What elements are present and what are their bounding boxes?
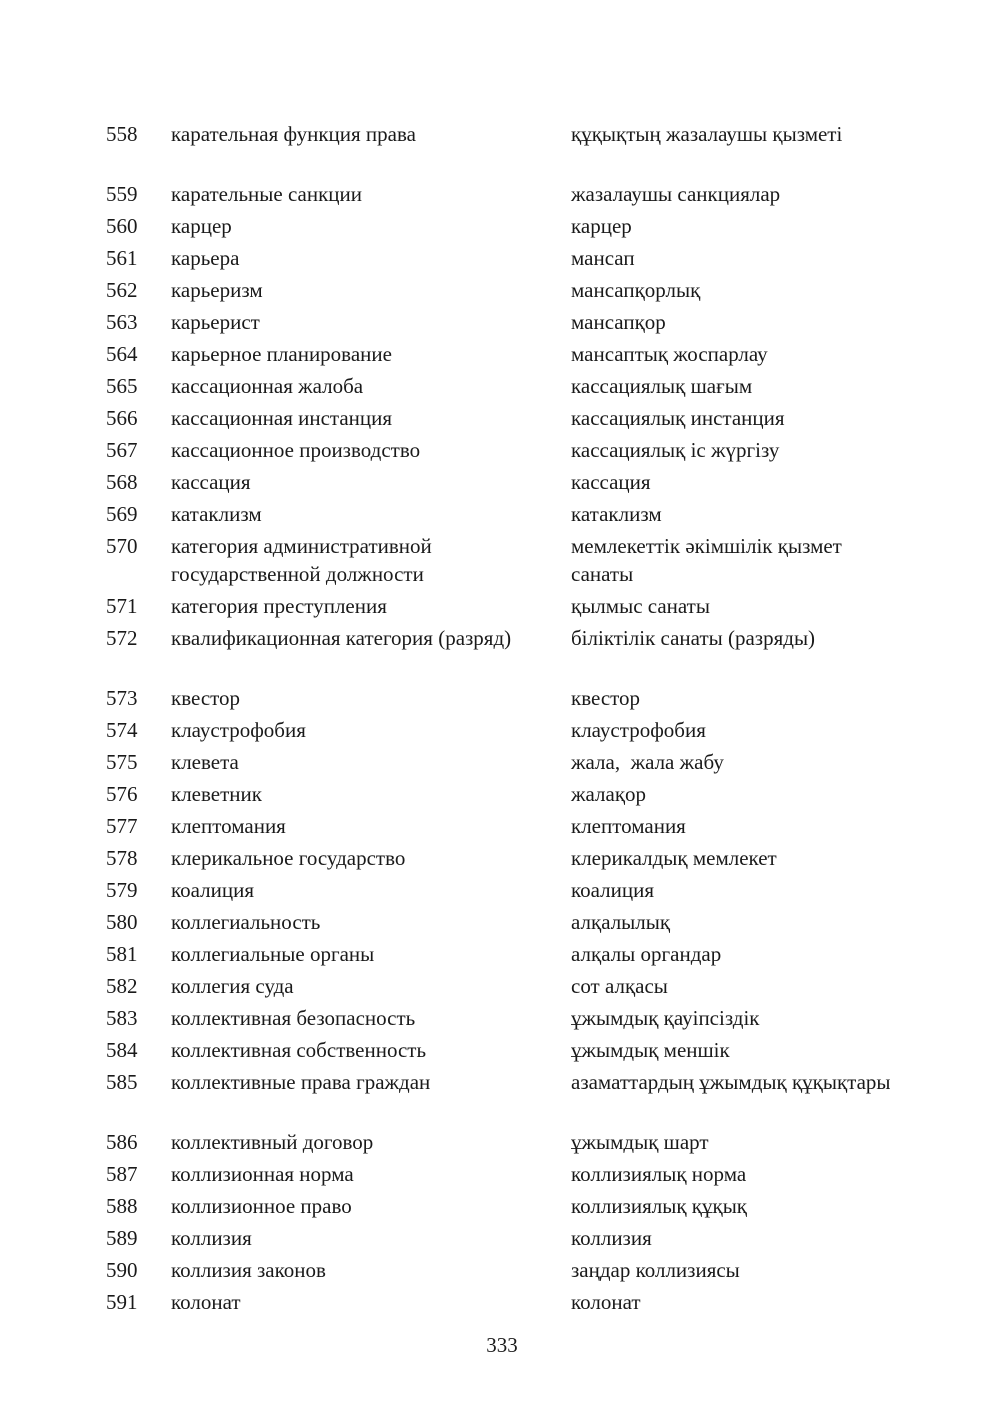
entry-number: 561	[106, 246, 138, 270]
russian-term: карательная функция права	[171, 122, 416, 146]
russian-term: карательные санкции	[171, 182, 363, 206]
entry-number: 563	[106, 310, 138, 334]
kazakh-term: клептомания	[571, 814, 686, 838]
entry-number: 577	[106, 814, 138, 838]
glossary-row	[0, 1254, 1004, 1286]
glossary-row	[0, 1034, 1004, 1066]
entry-number: 586	[106, 1130, 138, 1154]
russian-term: кассация	[171, 470, 251, 494]
kazakh-term: коллизиялық құқық	[571, 1194, 748, 1218]
entry-number: 568	[106, 470, 138, 494]
glossary-row	[0, 874, 1004, 906]
entry-number: 572	[106, 626, 138, 650]
kazakh-term: мансапқорлық	[571, 278, 701, 302]
russian-term: коллегия суда	[171, 974, 294, 998]
entry-number: 565	[106, 374, 138, 398]
kazakh-term: клерикалдық мемлекет	[571, 846, 777, 870]
glossary-row	[0, 178, 1004, 210]
glossary-row	[0, 1002, 1004, 1034]
entry-number: 587	[106, 1162, 138, 1186]
russian-term: коллизионное право	[171, 1194, 352, 1218]
entry-number: 575	[106, 750, 138, 774]
russian-term: клерикальное государство	[171, 846, 406, 870]
glossary-row	[0, 402, 1004, 434]
glossary-row	[0, 714, 1004, 746]
russian-term: клевета	[171, 750, 239, 774]
kazakh-term: кассациялық шағым	[571, 374, 753, 398]
kazakh-term: мемлекеттік әкімшілік қызмет санаты	[571, 534, 842, 586]
glossary-row	[0, 530, 1004, 590]
glossary-row	[0, 242, 1004, 274]
kazakh-term: жазалаушы санкциялар	[571, 182, 781, 206]
kazakh-term: мансап	[571, 246, 635, 270]
entry-number: 590	[106, 1258, 138, 1282]
russian-term: коллегиальность	[171, 910, 321, 934]
entry-number: 566	[106, 406, 138, 430]
kazakh-term: мансаптық жоспарлау	[571, 342, 768, 366]
entry-number: 581	[106, 942, 138, 966]
glossary-row	[0, 810, 1004, 842]
russian-term: коллективные права граждан	[171, 1070, 431, 1094]
glossary-row	[0, 590, 1004, 622]
russian-term: кассационная жалоба	[171, 374, 364, 398]
russian-term: коллективная безопасность	[171, 1006, 416, 1030]
entry-number: 579	[106, 878, 138, 902]
entry-number: 591	[106, 1290, 138, 1314]
entry-number: 564	[106, 342, 138, 366]
russian-term: карьеризм	[171, 278, 263, 302]
russian-term: коллективная собственность	[171, 1038, 427, 1062]
russian-term: карцер	[171, 214, 232, 238]
glossary-row	[0, 274, 1004, 306]
kazakh-term: ұжымдық меншік	[571, 1038, 730, 1062]
kazakh-term: колонат	[571, 1290, 641, 1314]
kazakh-term: ұжымдық қауіпсіздік	[571, 1006, 760, 1030]
entry-number: 567	[106, 438, 138, 462]
glossary-row	[0, 466, 1004, 498]
russian-term: клаустрофобия	[171, 718, 306, 742]
glossary-table	[0, 118, 1004, 1318]
russian-term: колонат	[171, 1290, 241, 1314]
kazakh-term: алқалы органдар	[571, 942, 722, 966]
russian-term: категория административной государственной должности	[171, 534, 432, 586]
glossary-row	[0, 938, 1004, 970]
glossary-row	[0, 622, 1004, 682]
entry-number: 558	[106, 122, 138, 146]
entry-number: 589	[106, 1226, 138, 1250]
entry-number: 571	[106, 594, 138, 618]
russian-term: квалификационная категория (разряд)	[171, 626, 512, 650]
russian-term: коллегиальные органы	[171, 942, 375, 966]
kazakh-term: мансапқор	[571, 310, 666, 334]
glossary-row	[0, 906, 1004, 938]
kazakh-term: жала, жала жабу	[571, 750, 724, 774]
kazakh-term: азаматтардың ұжымдық құқықтары	[571, 1070, 891, 1094]
kazakh-term: сот алқасы	[571, 974, 668, 998]
kazakh-term: катаклизм	[571, 502, 662, 526]
kazakh-term: қылмыс санаты	[571, 594, 710, 618]
entry-number: 578	[106, 846, 138, 870]
entry-number: 585	[106, 1070, 138, 1094]
glossary-row	[0, 1222, 1004, 1254]
entry-number: 582	[106, 974, 138, 998]
glossary-row	[0, 778, 1004, 810]
kazakh-term: кассациялық инстанция	[571, 406, 785, 430]
kazakh-term: жалақор	[571, 782, 647, 806]
entry-number: 562	[106, 278, 138, 302]
kazakh-term: карцер	[571, 214, 632, 238]
glossary-row	[0, 1286, 1004, 1318]
glossary-row	[0, 338, 1004, 370]
russian-term: карьерист	[171, 310, 260, 334]
entry-number: 560	[106, 214, 138, 238]
entry-number: 559	[106, 182, 138, 206]
glossary-row	[0, 970, 1004, 1002]
glossary-row	[0, 682, 1004, 714]
russian-term: кассационная инстанция	[171, 406, 393, 430]
entry-number: 570	[106, 534, 138, 558]
glossary-row	[0, 842, 1004, 874]
entry-number: 574	[106, 718, 138, 742]
kazakh-term: клаустрофобия	[571, 718, 706, 742]
entry-number: 588	[106, 1194, 138, 1218]
russian-term: коллективный договор	[171, 1130, 374, 1154]
glossary-row	[0, 1158, 1004, 1190]
glossary-row	[0, 498, 1004, 530]
russian-term: коллизионная норма	[171, 1162, 354, 1186]
russian-term: кассационное производство	[171, 438, 421, 462]
glossary-row	[0, 1066, 1004, 1126]
russian-term: клеветник	[171, 782, 262, 806]
entry-number: 584	[106, 1038, 138, 1062]
kazakh-term: квестор	[571, 686, 641, 710]
glossary-row	[0, 118, 1004, 178]
kazakh-term: заңдар коллизиясы	[571, 1258, 740, 1282]
glossary-row	[0, 434, 1004, 466]
entry-number: 583	[106, 1006, 138, 1030]
russian-term: коллизия законов	[171, 1258, 326, 1282]
page-number: 333	[486, 1333, 518, 1357]
russian-term: коалиция	[171, 878, 254, 902]
entry-number: 576	[106, 782, 138, 806]
kazakh-term: құқықтың жазалаушы қызметі	[571, 122, 843, 146]
kazakh-term: ұжымдық шарт	[571, 1130, 709, 1154]
russian-term: клептомания	[171, 814, 286, 838]
russian-term: коллизия	[171, 1226, 252, 1250]
russian-term: карьерное планирование	[171, 342, 392, 366]
entry-number: 573	[106, 686, 138, 710]
kazakh-term: алқалылық	[571, 910, 671, 934]
entry-number: 580	[106, 910, 138, 934]
glossary-row	[0, 746, 1004, 778]
russian-term: квестор	[171, 686, 241, 710]
russian-term: категория преступления	[171, 594, 387, 618]
kazakh-term: коллизиялық норма	[571, 1162, 747, 1186]
glossary-row	[0, 1190, 1004, 1222]
glossary-row	[0, 370, 1004, 402]
kazakh-term: коалиция	[571, 878, 654, 902]
glossary-row	[0, 306, 1004, 338]
russian-term: карьера	[171, 246, 240, 270]
kazakh-term: кассациялық іс жүргізу	[571, 438, 780, 462]
glossary-row	[0, 210, 1004, 242]
kazakh-term: коллизия	[571, 1226, 652, 1250]
glossary-row	[0, 1126, 1004, 1158]
russian-term: катаклизм	[171, 502, 262, 526]
kazakh-term: кассация	[571, 470, 651, 494]
entry-number: 569	[106, 502, 138, 526]
kazakh-term: біліктілік санаты (разряды)	[571, 626, 816, 650]
